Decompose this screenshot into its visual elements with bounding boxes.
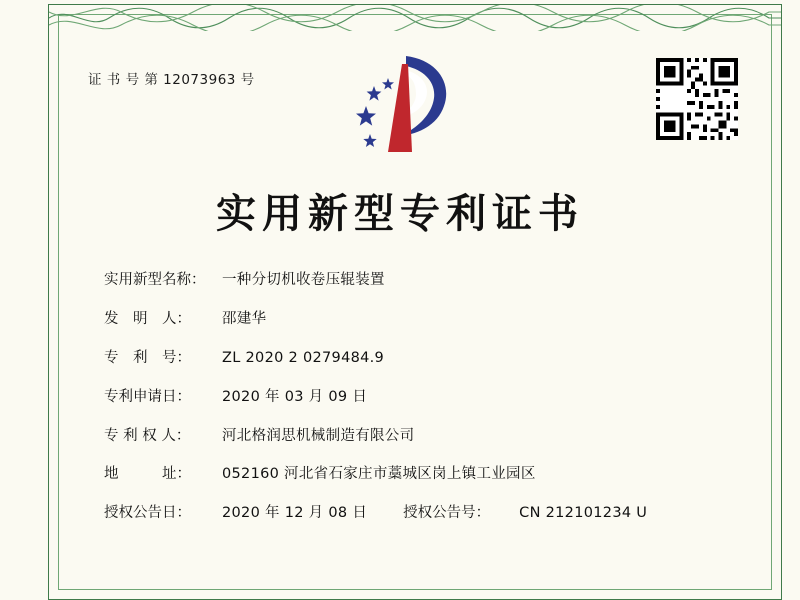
- field-value-grant-date: 2020 年 12 月 08 日: [222, 505, 368, 522]
- field-label-inventor: 发 明 人：: [104, 310, 191, 327]
- field-label-application-date: 专利申请日：: [104, 388, 191, 405]
- field-row: [104, 311, 740, 328]
- field-row: [104, 272, 740, 289]
- patent-office-logo-icon: [348, 48, 458, 163]
- field-value-inventor: 邵建华: [222, 310, 267, 327]
- field-row-grant: [104, 505, 740, 522]
- field-row: [104, 350, 740, 367]
- field-label-address: 地 址：: [104, 466, 191, 483]
- field-value-address: 052160 河北省石家庄市藁城区岗上镇工业园区: [222, 466, 536, 483]
- field-label-grant-date: 授权公告日：: [104, 505, 191, 522]
- certificate-number: 证 书 号 第 12073963 号: [88, 72, 255, 88]
- field-label-grant-number: 授权公告号：: [403, 505, 491, 522]
- field-label-utility-model-name: 实用新型名称：: [104, 272, 206, 288]
- field-value-application-date: 2020 年 03 月 09 日: [222, 388, 368, 405]
- field-label-patent-number: 专 利 号：: [104, 349, 191, 366]
- field-row: [104, 466, 740, 483]
- field-label-patentee: 专 利 权 人：: [104, 427, 191, 444]
- page-title: 实用新型专利证书: [216, 191, 584, 237]
- patent-fields: [104, 272, 740, 523]
- field-value-grant-number: CN 212101234 U: [519, 505, 648, 522]
- decorative-top-border: [49, 5, 781, 31]
- qr-code: [656, 58, 738, 140]
- field-value-patent-number: ZL 2020 2 0279484.9: [222, 349, 385, 366]
- field-value-patentee: 河北格润思机械制造有限公司: [222, 427, 415, 444]
- field-row: [104, 428, 740, 445]
- field-value-utility-model-name: 一种分切机收卷压辊装置: [222, 272, 385, 288]
- field-row: [104, 389, 740, 406]
